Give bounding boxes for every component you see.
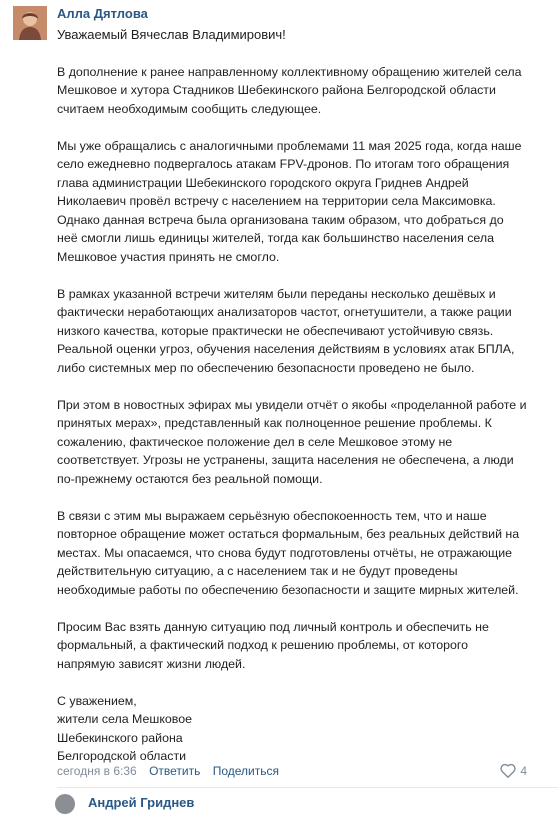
comment-paragraph: В дополнение к ранее направленному коллективному обращению жителей села Мешковое и хутора Стадников Шебекинского района Белгородской области считаем необходимым сообщить следующее. — [57, 64, 522, 116]
comment-author[interactable]: Алла Дятлова — [57, 6, 148, 21]
signature-line: жители села Мешковое — [57, 712, 193, 726]
avatar[interactable] — [13, 6, 47, 40]
heart-icon — [500, 764, 516, 778]
comment-paragraph: При этом в новостных эфирах мы увидели отчёт о якобы «проделанной работе и принятых мерах», представленный как полноценное решение проблемы. К сожалению, фактическое положение дел в селе Мешковое этому не соответствует. Угрозы не устранены, защита населения не обеспечена, а люди по-прежнему остаются без реальной помощи. — [57, 397, 527, 486]
comment-paragraph: Мы уже обращались с аналогичными проблемами 11 мая 2025 года, когда наше село ежедневно подвергалось атакам FPV-дронов. По итогам того обращения глава администрации Шебекинского городского округа Гриднев Андрей Николаевич провёл встречу с населением на территории села Максимовка. Однако данная встреча была организована таким образом, что добраться до неё смогли лишь единицы жителей, тогда как большинство населения села Мешковое участия принять не смогло. — [57, 138, 522, 264]
reply-button[interactable]: Ответить — [149, 764, 201, 778]
comment-footer — [57, 763, 527, 781]
next-comment-avatar[interactable] — [55, 794, 75, 814]
comment-paragraph: В связи с этим мы выражаем серьёзную обеспокоенность тем, что и наше повторное обращение может остаться формальным, без реальных действий на местах. Мы опасаемся, что снова будут подготовлены отчёты, не отражающие действительную ситуацию, а с населением так и не будут проведены необходимые работы по обеспечению безопасности и защите мирных жителей. — [57, 508, 520, 597]
like-count: 4 — [520, 764, 527, 778]
signature-line: Белгородской области — [57, 749, 187, 763]
signature-line: Шебекинского района — [57, 730, 183, 745]
signature-line: С уважением, — [57, 693, 137, 708]
comment-signature — [57, 692, 527, 766]
comment-time[interactable]: сегодня в 6:36 — [57, 764, 137, 778]
comment-paragraph: Просим Вас взять данную ситуацию под личный контроль и обеспечить не формальный, а фактический подход к решению проблемы, от которого напрямую зависят жизни людей. — [57, 619, 489, 671]
next-comment — [0, 788, 558, 810]
comment-paragraph: В рамках указанной встречи жителям были переданы несколько дешёвых и фактически неработающих анализаторов частот, огнетушители, а также рации низкого качества, которые практически не обеспечивают устойчивую связь. Реальной оценки угроз, обучения населения действиям в условиях атак БПЛА, либо системных мер по обеспечению безопасности проведено не было. — [57, 286, 515, 375]
next-comment-author[interactable]: Андрей Гриднев — [88, 795, 195, 810]
like-button[interactable] — [500, 763, 527, 779]
comment-greeting: Уважаемый Вячеслав Владимирович! — [57, 27, 286, 42]
avatar-photo — [13, 6, 47, 40]
share-button[interactable]: Поделиться — [212, 764, 279, 778]
comment-text — [57, 26, 527, 766]
